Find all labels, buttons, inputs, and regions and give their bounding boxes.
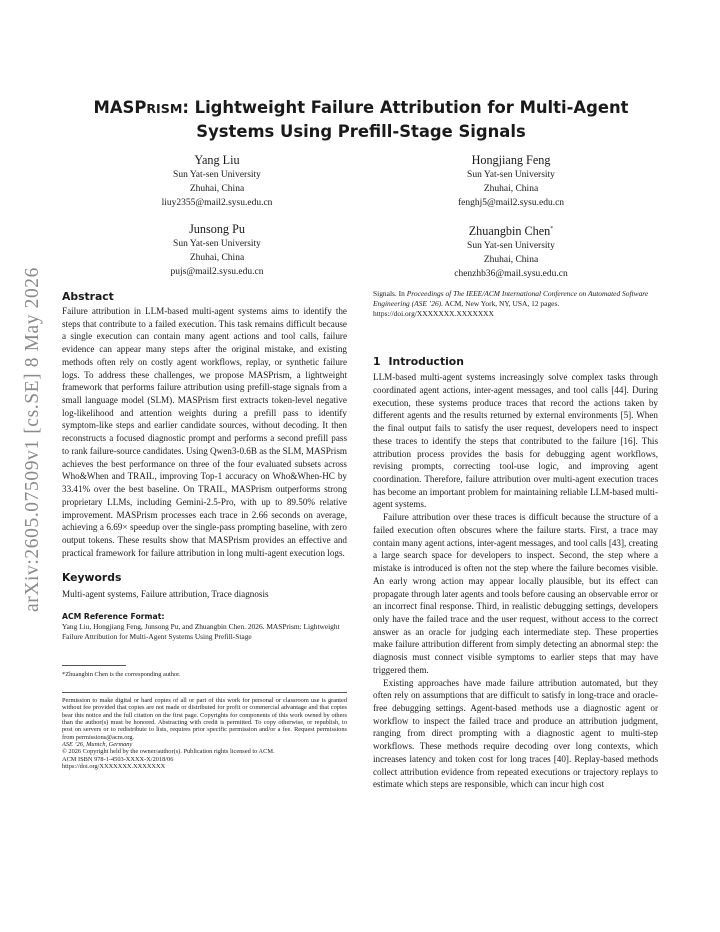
author-email[interactable]: chenzhb36@mail.sysu.edu.cn	[454, 269, 568, 280]
author-name: Yang Liu	[194, 153, 240, 167]
abstract-text: Failure attribution in LLM-based multi-agent systems aims to identify the steps that contribute to a failed execution. This task remains difficult because a single execution can contain many agent actions and tool calls, failure evidence can appear many steps after the original mistake, and existing methods often rely on costly agent workflows, replay, or synthetic failure logs. To address these challenges, we propose MASPrism, a lightweight framework that performs failure attribution using prefill-stage signals from a small language model (SLM). MASPrism first extracts token-level negative log-likelihood and attention weights during a prefill pass to identify symptom-like steps and earlier candidate sources, without decoding. It then reconstructs a focused diagnostic prompt and performs a second prefill pass to rank failure-source candidates. Using Qwen3-0.6B as the SLM, MASPrism achieves the best performance on three of the four evaluated subsets across Who&When and TRAIL, improving Top-1 accuracy on Who&When-HC by 33.41% over the best baseline. On TRAIL, MASPrism outperforms strong proprietary LLMs, including Gemini-2.5-Pro, with up to 89.50% relative improvement. MASPrism processes each trace in 2.66 seconds on average, achieving a 6.69× speedup over the single-pass prompting baseline, with zero output tokens. These results show that MASPrism provides an effective and practical framework for failure attribution in long multi-agent execution logs.	[62, 306, 347, 558]
author-affiliation: Sun Yat-sen University	[173, 170, 261, 180]
author-name: Zhuangbin Chen*	[468, 224, 554, 239]
keywords-text: Multi-agent systems, Failure attribution, Trace diagnosis	[62, 589, 269, 600]
right-column	[373, 288, 658, 791]
isbn-line: ACM ISBN 978-1-4503-XXXX-X/2018/06	[62, 755, 174, 763]
permission-divider	[62, 692, 347, 693]
permission-text: Permission to make digital or hard copies of all or part of this work for personal or classroom use is granted without fee provided that copies are not made or distributed for profit or commercial advantage and that copies bear this notice and the full citation on the first page. Copyrights for components of this work owned by others than the author(s) must be honored. Abstracting with credit is permitted. To copy otherwise, or republish, to post on servers or to redistribute to lists, requires prior specific permission and/or a fee. Request permissions from permissions@acm.org.	[62, 697, 347, 741]
copyright-line: © 2026 Copyright held by the owner/author(s). Publication rights licensed to ACM.	[62, 748, 275, 756]
acm-reference-text: Yang Liu, Hongjiang Feng, Junsong Pu, and Zhuangbin Chen. 2026. MASPrism: Lightweight Failure Attribution for Multi-Agent Systems Using Prefill-Stage	[62, 622, 340, 642]
author-location: Zhuhai, China	[483, 255, 539, 266]
author-email[interactable]: liuy2355@mail2.sysu.edu.cn	[161, 198, 273, 208]
author-block-1	[92, 152, 342, 210]
title-system-name: MASPRISM	[93, 98, 183, 117]
keywords-heading: Keywords	[62, 571, 122, 585]
abstract-heading: Abstract	[62, 290, 114, 303]
footnote-divider	[62, 665, 126, 666]
corresponding-author-footnote: *Zhuangbin Chen is the corresponding author.	[62, 670, 181, 678]
author-block-2	[386, 152, 636, 210]
author-affiliation: Sun Yat-sen University	[467, 170, 555, 180]
author-location: Zhuhai, China	[483, 184, 539, 194]
left-column	[62, 288, 347, 770]
author-name: Hongjiang Feng	[471, 153, 551, 167]
author-block-3	[92, 221, 342, 279]
title-line1-rest: : Lightweight Failure Attribution for Multi-Agent	[182, 98, 629, 117]
author-location: Zhuhai, China	[189, 253, 245, 263]
intro-paragraph: Failure attribution over these traces is difficult because the structure of a failed execution often obscures where the failure starts. First, a trace may contain many agent actions, inter-agent messages, and tool calls [43], creating a large search space for developers to inspect. Second, the step where a mistake is introduced is often not the step where the failure becomes visible. An early wrong action may appear locally plausible, but its effect can propagate through later agents and tools before causing an observable error or an incorrect final response. Third, in realistic debugging settings, developers only have the failed trace and the user request, without access to the correct answer as an oracle for judging each intermediate step. These properties make failure attribution different from simply detecting an abnormal step: the diagnosis must connect visible symptoms to earlier steps that may have triggered them.	[373, 512, 658, 675]
author-affiliation: Sun Yat-sen University	[467, 241, 555, 252]
title-line2: Systems Using Prefill-Stage Signals	[196, 122, 526, 141]
author-email[interactable]: pujs@mail2.sysu.edu.cn	[170, 267, 264, 277]
arxiv-identifier[interactable]: arXiv:2605.07509v1 [cs.SE] 8 May 2026	[22, 267, 43, 612]
corresponding-marker: *	[550, 226, 554, 232]
author-location: Zhuhai, China	[189, 184, 245, 194]
intro-paragraph: LLM-based multi-agent systems increasingly solve complex tasks through coordinated agent actions, inter-agent messages, and tool calls [44]. During execution, these systems produce traces that record the actions taken by different agents and the results returned by external environments [5]. When the final output fails to satisfy the user request, developers need to inspect these traces to identify the steps that contributed to the failure [16]. This attribution process provides the basis for debugging agent workflows, revising prompts, correcting tool-use logic, and improving agent coordination. Therefore, failure attribution over multi-agent execution traces has become an important problem for maintaining reliable LLM-based multi-agent systems.	[373, 372, 658, 510]
conference-line: ASE ’26, Munich, Germany	[62, 741, 133, 749]
doi-line[interactable]: https://doi.org/XXXXXXX.XXXXXXX	[62, 763, 166, 771]
author-affiliation: Sun Yat-sen University	[173, 239, 261, 249]
paper-title	[62, 96, 660, 143]
acm-reference-venue: Proceedings of The IEEE/ACM International Conference on Automated Software Engineering (ASE ’26).	[373, 289, 649, 309]
intro-paragraph: Existing approaches have made failure attribution automated, but they often rely on assumptions that are difficult to satisfy in long-trace and oracle-free debugging settings. Agent-based methods use a diagnostic agent or workflow to inspect the failed trace and produce an attribution judgment, ranging from direct prompting with a diagnostic agent to multi-step workflows. These methods require decoding over long contexts, which increases latency and token cost for long traces [40]. Replay-based methods collect attribution evidence from repeated executions or trajectory replays to estimate which steps are responsible, which can incur high cost	[373, 677, 658, 790]
introduction-heading: 1 Introduction	[373, 355, 464, 369]
permission-block	[62, 697, 347, 770]
acm-reference-continued: Signals. In Proceedings of The IEEE/ACM International Conference on Automated Software Engineering (ASE ’26). ACM, New York, NY, USA, 12 pages. https://doi.org/XXXXXXX.XXXXXXX	[373, 289, 649, 319]
author-name: Junsong Pu	[189, 222, 245, 236]
author-block-4	[386, 221, 636, 281]
author-email[interactable]: fenghj5@mail2.sysu.edu.cn	[457, 198, 565, 208]
acm-reference-heading: ACM Reference Format:	[62, 612, 165, 622]
